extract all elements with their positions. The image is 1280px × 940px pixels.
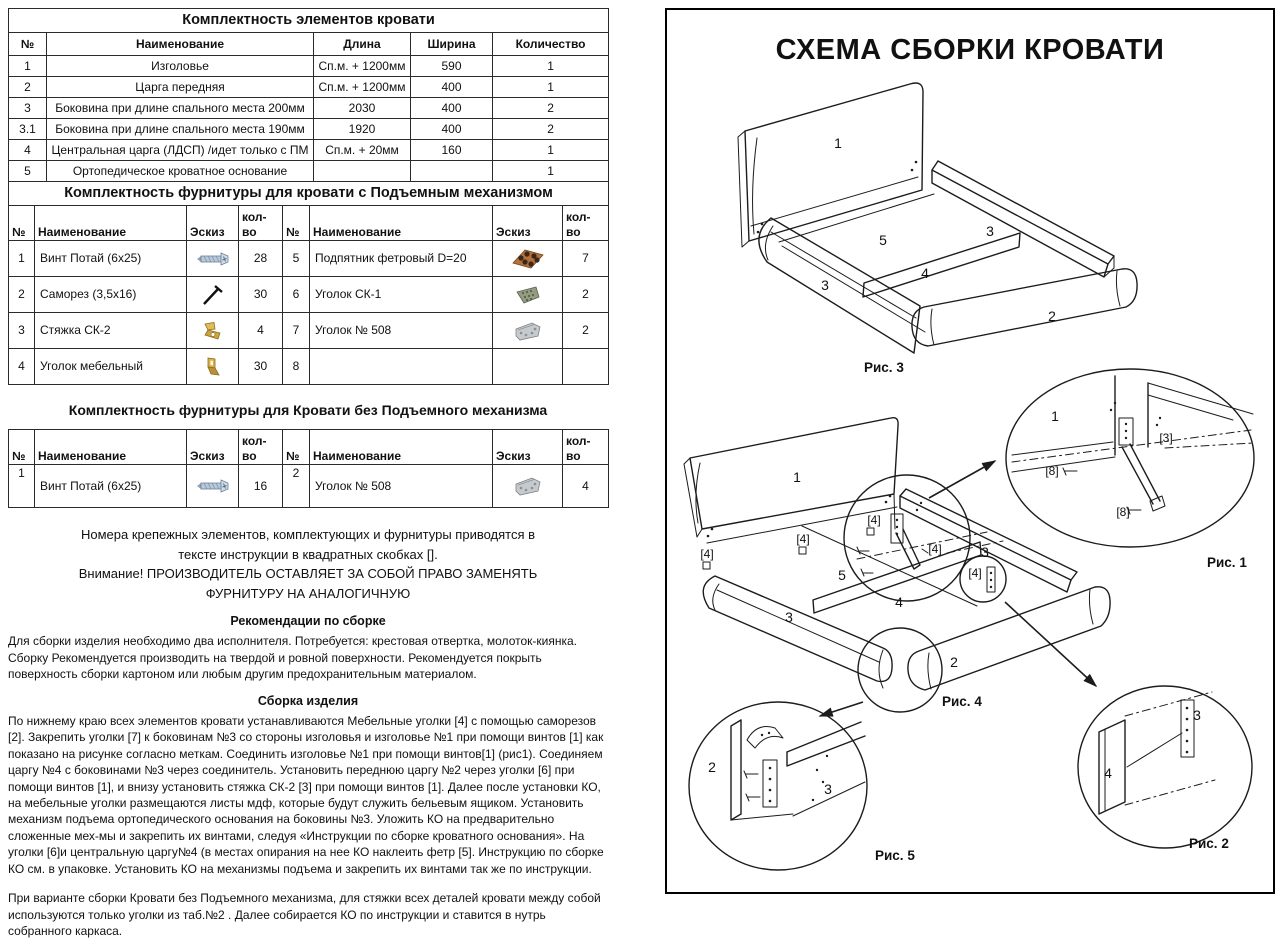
cell: 4 bbox=[563, 465, 609, 508]
cell: 1 bbox=[493, 140, 609, 161]
col-header: Ширина bbox=[411, 33, 493, 56]
final-note-text: При варианте сборки Кровати без Подъемного механизма, для стяжки всех деталей кровати между собой используются только уголки из таб.№2 . Далее собирается КО по инструкции и ставится в нутрь собранного каркаса. bbox=[8, 891, 601, 939]
fig3-caption: Рис. 3 bbox=[864, 360, 904, 375]
col-header: Наименование bbox=[47, 33, 314, 56]
table-row bbox=[9, 77, 609, 98]
felt-pads-icon bbox=[510, 248, 546, 270]
elements-table bbox=[8, 8, 609, 182]
table-row bbox=[9, 33, 609, 56]
fig4-caption: Рис. 4 bbox=[942, 694, 982, 709]
table-row bbox=[9, 465, 609, 508]
fig5-label-side: 3 bbox=[824, 781, 832, 797]
screw-black-icon bbox=[202, 284, 224, 306]
hardware-nopm-title: Комплектность фурнитуры для Кровати без Подъемного механизма bbox=[68, 402, 548, 418]
fig4-hw-label: [4] bbox=[867, 513, 881, 527]
cell: 3 bbox=[9, 98, 47, 119]
cell bbox=[314, 161, 411, 182]
bracket-note bbox=[8, 525, 608, 603]
fig5-caption: Рис. 5 bbox=[875, 848, 915, 863]
screw-countersunk-icon bbox=[196, 479, 230, 493]
table-row bbox=[9, 182, 609, 206]
headboard-part bbox=[745, 83, 923, 241]
cell: 4 bbox=[9, 140, 47, 161]
fig2-connector-detail bbox=[1078, 686, 1252, 851]
col-header: № bbox=[9, 33, 47, 56]
recommendations-text: Для сборки изделия необходимо два исполнителя. Потребуется: крестовая отвертка, молоток-киянка. Сборку Рекомендуется производить на твердой и ровной поверхности. Рекомендуется покрыть поверхность сборки картоном или любым другим предохранительным материалом. bbox=[8, 634, 577, 682]
fig1-label-tie: [3] bbox=[1159, 431, 1173, 445]
col-header: Эскиз bbox=[493, 206, 563, 241]
sketch-cell bbox=[187, 313, 239, 349]
cell: 2030 bbox=[314, 98, 411, 119]
table-row bbox=[9, 349, 609, 385]
fig3-label-side-left: 3 bbox=[821, 277, 829, 293]
table-row bbox=[9, 313, 609, 349]
fig4-label-base: 5 bbox=[838, 567, 846, 583]
cell: 30 bbox=[239, 277, 283, 313]
cell: 3 bbox=[9, 313, 35, 349]
note-line: Внимание! ПРОИЗВОДИТЕЛЬ ОСТАВЛЯЕТ ЗА СОБОЙ ПРАВО ЗАМЕНЯТЬ bbox=[78, 566, 538, 581]
assembly-text: По нижнему краю всех элементов кровати устанавливаются Мебельные уголки [4] с помощью саморезов [2]. Закрепить уголки [7] к боковинам №3 со стороны изголовья и изголовье №1 при помощи винтов [1] как показано на рисунке согласно меткам. Соединить изголовье №1 при помощи винтов[1] (рис1). Соединяем царгу №4 с боковинами №3 через соединитель. Установить переднюю царгу №2 через уголки [6] при помощи винтов [1], и внизу установить стяжка СК-2 [3] при помощи винтов [1]. Далее после установки КО, на мебельные уголки размещаются листы мдф, которые будут служить бельевым ящиком. Установить механизм подъема ортопедического основания на боковины №3. Уложить КО на предварительно сложенные мех-мы и закрепить их винтами, следуя «Инструкции по сборке кроватного основания». На уголки [6]и центральную царгу№4 (в местах опирания на нее КО наклеить фетр [5]. Инструкцию по сборке КО см. в упаковке. Установить КО на механизмы подъема и закрепить их винтами так же по инструкции. bbox=[8, 713, 604, 876]
bracket-furniture-icon bbox=[203, 356, 223, 378]
col-header: № bbox=[283, 206, 310, 241]
sketch-cell bbox=[187, 241, 239, 277]
side-rail-left-part bbox=[703, 576, 892, 681]
cell: 1 bbox=[9, 465, 35, 508]
col-header: Эскиз bbox=[493, 430, 563, 465]
col-header: № bbox=[283, 430, 310, 465]
cell: 4 bbox=[239, 313, 283, 349]
recommendations-heading: Рекомендации по сборке bbox=[230, 614, 386, 628]
cell: 1920 bbox=[314, 119, 411, 140]
cell: 400 bbox=[411, 119, 493, 140]
sketch-cell bbox=[187, 465, 239, 508]
cell: 1 bbox=[493, 161, 609, 182]
fig2-caption: Рис. 2 bbox=[1189, 836, 1229, 851]
cell: Саморез (3,5х16) bbox=[35, 277, 187, 313]
fig1-caption: Рис. 1 bbox=[1207, 555, 1247, 570]
hardware-nopm-table bbox=[8, 429, 609, 508]
assembly-scheme-panel bbox=[665, 8, 1275, 894]
cell: Ортопедическое кроватное основание bbox=[47, 161, 314, 182]
bracket-glyph-icon bbox=[922, 549, 928, 553]
cell: 400 bbox=[411, 77, 493, 98]
col-header: Наименование bbox=[310, 206, 493, 241]
fig4-label-front-rail: 2 bbox=[950, 654, 958, 670]
bracket-glyph-icon bbox=[799, 547, 806, 554]
fig4-assembled-bed bbox=[684, 418, 1110, 716]
fig3-exploded-bed bbox=[738, 83, 1137, 375]
table-title: Комплектность фурнитуры для кровати с Подъемным механизмом bbox=[9, 182, 609, 206]
cell: Уголок № 508 bbox=[310, 313, 493, 349]
fig3-label-base: 5 bbox=[879, 232, 887, 248]
cell: Уголок СК-1 bbox=[310, 277, 493, 313]
cell: 1 bbox=[9, 56, 47, 77]
fig5-label-front-rail: 2 bbox=[708, 759, 716, 775]
sketch-cell bbox=[187, 277, 239, 313]
table-row bbox=[9, 430, 609, 465]
table-row bbox=[9, 161, 609, 182]
sketch-cell bbox=[493, 465, 563, 508]
cell: 5 bbox=[283, 241, 310, 277]
cell: 8 bbox=[283, 349, 310, 385]
cell: Уголок № 508 bbox=[310, 465, 493, 508]
col-header: Эскиз bbox=[187, 206, 239, 241]
cell: Боковина при длине спального места 200мм bbox=[47, 98, 314, 119]
col-header: № bbox=[9, 430, 35, 465]
cell: 2 bbox=[563, 277, 609, 313]
tie-ck2-icon bbox=[201, 321, 225, 341]
assembly-scheme-drawing bbox=[667, 10, 1269, 888]
cell: Сп.м. + 20мм bbox=[314, 140, 411, 161]
table-row bbox=[9, 206, 609, 241]
cell: 16 bbox=[239, 465, 283, 508]
front-rail-part bbox=[908, 587, 1110, 690]
cell: Винт Потай (6х25) bbox=[35, 241, 187, 277]
fig3-label-central-rail: 4 bbox=[921, 265, 929, 281]
cell bbox=[563, 349, 609, 385]
table-row bbox=[9, 9, 609, 33]
col-header: кол-во bbox=[239, 430, 283, 465]
cell: Сп.м. + 1200мм bbox=[314, 77, 411, 98]
cell: Боковина при длине спального места 190мм bbox=[47, 119, 314, 140]
cell: 5 bbox=[9, 161, 47, 182]
cell: 6 bbox=[283, 277, 310, 313]
col-header: Количество bbox=[493, 33, 609, 56]
fig4-hw-label: [4] bbox=[796, 532, 810, 546]
table-row bbox=[9, 56, 609, 77]
bracket-glyph-icon bbox=[703, 562, 710, 569]
cell: Подпятник фетровый D=20 bbox=[310, 241, 493, 277]
cell bbox=[310, 349, 493, 385]
instruction-column bbox=[8, 8, 608, 940]
side-rail-right-part bbox=[932, 161, 1114, 264]
sketch-cell bbox=[493, 241, 563, 277]
col-header: Наименование bbox=[35, 430, 187, 465]
fig4-hw-label: [4] bbox=[700, 547, 714, 561]
cell: Центральная царга (ЛДСП) /идет только с ПМ bbox=[47, 140, 314, 161]
bracket-glyph-icon bbox=[867, 528, 874, 535]
fig1-label-screw-a: [8] bbox=[1045, 464, 1059, 478]
col-header: кол-во bbox=[563, 206, 609, 241]
col-header: Наименование bbox=[310, 430, 493, 465]
fig3-label-side-right: 3 bbox=[986, 223, 994, 239]
cell: 1 bbox=[493, 56, 609, 77]
fig5-bracket-detail bbox=[689, 702, 915, 870]
bracket-508-icon bbox=[513, 320, 543, 342]
cell: 7 bbox=[283, 313, 310, 349]
cell: 7 bbox=[563, 241, 609, 277]
cell: 590 bbox=[411, 56, 493, 77]
arrow-to-fig2 bbox=[1005, 602, 1096, 686]
hardware-pm-table bbox=[8, 181, 609, 385]
arrow-to-fig5 bbox=[820, 702, 863, 716]
fig1-label-screw-b: [8] bbox=[1116, 505, 1130, 519]
detail-circle bbox=[689, 702, 867, 870]
fig4-label-central-rail: 4 bbox=[895, 594, 903, 610]
fig3-label-headboard: 1 bbox=[834, 135, 842, 151]
fig2-label-central-rail: 4 bbox=[1104, 765, 1112, 781]
cell: 28 bbox=[239, 241, 283, 277]
cell: Сп.м. + 1200мм bbox=[314, 56, 411, 77]
col-header: Длина bbox=[314, 33, 411, 56]
sketch-cell bbox=[493, 349, 563, 385]
table-row bbox=[9, 119, 609, 140]
detail-circle-right bbox=[960, 556, 1006, 602]
corner-bracket bbox=[747, 727, 783, 749]
scheme-title: СХЕМА СБОРКИ КРОВАТИ bbox=[775, 34, 1165, 66]
mechanism-bracket bbox=[891, 514, 903, 543]
table-title: Комплектность элементов кровати bbox=[9, 9, 609, 33]
fig4-label-side-left: 3 bbox=[785, 609, 793, 625]
cell: 2 bbox=[9, 77, 47, 98]
cell bbox=[411, 161, 493, 182]
front-rail-part bbox=[912, 269, 1137, 346]
fig2-label-side: 3 bbox=[1193, 707, 1201, 723]
central-rail-end bbox=[1099, 720, 1125, 814]
col-header: Наименование bbox=[35, 206, 187, 241]
cell: 30 bbox=[239, 349, 283, 385]
table-row bbox=[9, 277, 609, 313]
col-header: кол-во bbox=[563, 430, 609, 465]
cell: 400 bbox=[411, 98, 493, 119]
fig4-label-side-right: 3 bbox=[981, 544, 989, 560]
cell: 2 bbox=[563, 313, 609, 349]
cell: 2 bbox=[283, 465, 310, 508]
note-line: тексте инструкции в квадратных скобках []. bbox=[178, 546, 438, 562]
cell: Царга передняя bbox=[47, 77, 314, 98]
cell: Изголовье bbox=[47, 56, 314, 77]
fig4-label-headboard: 1 bbox=[793, 469, 801, 485]
cell: 1 bbox=[9, 241, 35, 277]
cell: 4 bbox=[9, 349, 35, 385]
cell: 2 bbox=[493, 119, 609, 140]
cell: 2 bbox=[493, 98, 609, 119]
detail-circle-corner bbox=[858, 628, 942, 712]
col-header: Эскиз bbox=[187, 430, 239, 465]
assembly-heading: Сборка изделия bbox=[257, 693, 359, 708]
cell: 1 bbox=[493, 77, 609, 98]
cell: Уголок мебельный bbox=[35, 349, 187, 385]
col-header: кол-во bbox=[239, 206, 283, 241]
fig4-hw-label: [4] bbox=[968, 566, 982, 580]
bracket-ck1-icon bbox=[515, 285, 541, 305]
screw-countersunk-icon bbox=[196, 252, 230, 266]
cell: Винт Потай (6х25) bbox=[35, 465, 187, 508]
note-line: ФУРНИТУРУ НА АНАЛОГИЧНУЮ bbox=[205, 585, 411, 601]
arrow-to-fig1 bbox=[929, 461, 995, 498]
note-line: Номера крепежных элементов, комплектующих и фурнитуры приводятся в bbox=[80, 527, 536, 542]
sketch-cell bbox=[493, 277, 563, 313]
fig1-corner-detail bbox=[1006, 369, 1254, 570]
col-header: № bbox=[9, 206, 35, 241]
table-row bbox=[9, 241, 609, 277]
table-row bbox=[9, 140, 609, 161]
fig1-label-headboard: 1 bbox=[1051, 408, 1059, 424]
fig3-label-front-rail: 2 bbox=[1048, 308, 1056, 324]
table-row bbox=[9, 98, 609, 119]
cell: 160 bbox=[411, 140, 493, 161]
side-rail-left-part bbox=[759, 218, 920, 353]
fig4-hw-label: [4] bbox=[928, 542, 942, 556]
cell: Стяжка СК-2 bbox=[35, 313, 187, 349]
cell: 2 bbox=[9, 277, 35, 313]
bracket-508-icon bbox=[513, 475, 543, 497]
cell: 3.1 bbox=[9, 119, 47, 140]
sketch-cell bbox=[493, 313, 563, 349]
sketch-cell bbox=[187, 349, 239, 385]
side-rail-right-part bbox=[900, 489, 1077, 580]
